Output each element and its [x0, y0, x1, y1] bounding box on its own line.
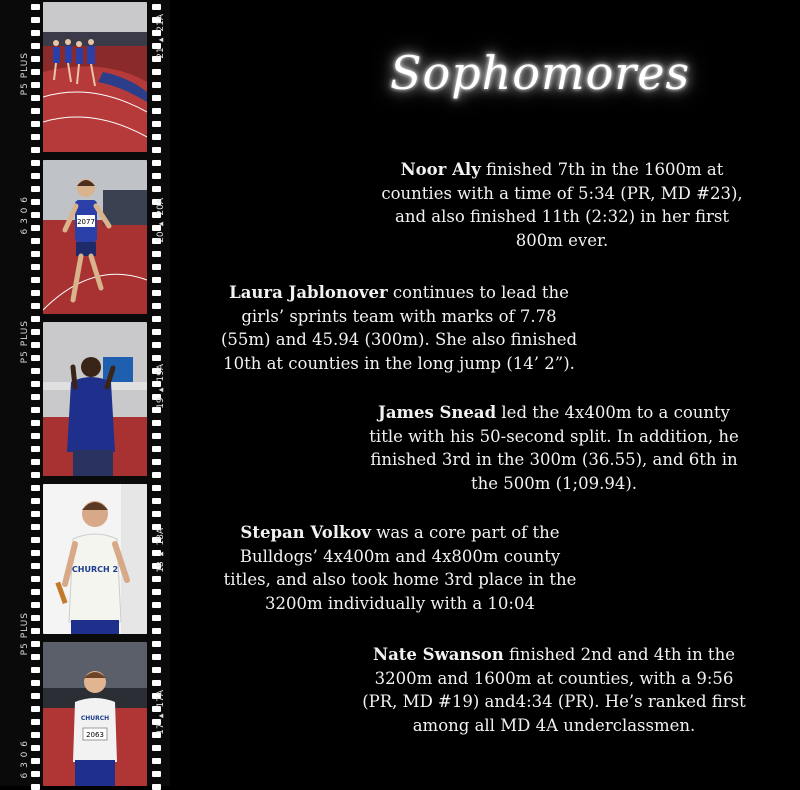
- frame-number: 17 ▸ 17A: [156, 690, 166, 735]
- sprocket-hole: [31, 329, 40, 335]
- sprocket-hole: [31, 69, 40, 75]
- sprocket-hole: [152, 680, 161, 686]
- sprocket-hole: [31, 654, 40, 660]
- sprocket-hole: [152, 303, 161, 309]
- sprocket-hole: [31, 576, 40, 582]
- sprocket-hole: [152, 95, 161, 101]
- sprocket-hole: [31, 485, 40, 491]
- sprocket-hole: [31, 30, 40, 36]
- athlete-blurb: [214, 281, 584, 375]
- sprocket-hole: [31, 459, 40, 465]
- sprocket-hole: [31, 212, 40, 218]
- sprocket-hole: [31, 628, 40, 634]
- sprocket-hole: [31, 108, 40, 114]
- sprocket-hole: [152, 4, 161, 10]
- sprocket-hole: [31, 277, 40, 283]
- athlete-text: finished 7th in the 1600m at counties with a time of 5:34 (PR, MD #23), and also finished 11th (2:32) in her first 800m ever.: [381, 160, 743, 250]
- athlete-name: Noor Aly: [400, 160, 481, 179]
- svg-text:CHURCH 2: CHURCH 2: [71, 565, 119, 574]
- sprocket-hole: [31, 511, 40, 517]
- sprocket-hole: [31, 303, 40, 309]
- sprocket-hole: [31, 758, 40, 764]
- sprocket-hole: [152, 173, 161, 179]
- sprocket-hole: [31, 615, 40, 621]
- sprocket-hole: [31, 342, 40, 348]
- photo-frame-track-race: [43, 2, 147, 152]
- sprocket-hole: [31, 602, 40, 608]
- sprocket-hole: [31, 121, 40, 127]
- sprocket-hole: [31, 732, 40, 738]
- athlete-name: James Snead: [378, 403, 497, 422]
- sprocket-hole: [152, 771, 161, 777]
- sprocket-hole: [152, 251, 161, 257]
- sprocket-hole: [152, 264, 161, 270]
- sprocket-hole: [31, 693, 40, 699]
- sprocket-hole: [31, 225, 40, 231]
- sprocket-hole: [31, 290, 40, 296]
- sprocket-hole: [31, 4, 40, 10]
- athlete-blurb: [214, 521, 586, 615]
- sprocket-hole: [152, 511, 161, 517]
- page-title: Sophomores: [390, 46, 691, 100]
- sprocket-hole: [31, 420, 40, 426]
- frame-number: 21 ▸ 21A: [156, 14, 166, 59]
- frame-number: 18 ▸ 18A: [156, 528, 166, 573]
- sprocket-hole: [31, 95, 40, 101]
- sprocket-hole: [152, 82, 161, 88]
- sprocket-hole: [31, 472, 40, 478]
- film-brand-label: P5 PLUS: [20, 612, 30, 656]
- sprocket-hole: [152, 186, 161, 192]
- athlete-blurb: [372, 158, 752, 252]
- sprocket-hole: [152, 667, 161, 673]
- photo-frame-relay-runner: [43, 484, 147, 634]
- sprocket-hole: [152, 329, 161, 335]
- sprocket-hole: [31, 264, 40, 270]
- sprocket-hole: [31, 82, 40, 88]
- sprocket-hole: [31, 771, 40, 777]
- sprocket-hole: [31, 719, 40, 725]
- film-edge-number: 6 3 0 6: [20, 196, 30, 235]
- sprocket-hole: [152, 641, 161, 647]
- sprocket-hole: [31, 550, 40, 556]
- sprocket-hole: [31, 56, 40, 62]
- sprocket-hole: [31, 355, 40, 361]
- sprocket-hole: [31, 641, 40, 647]
- sprocket-hole: [152, 459, 161, 465]
- sprocket-hole: [152, 446, 161, 452]
- athlete-blurb: [362, 643, 746, 737]
- sprocket-hole: [31, 160, 40, 166]
- sprocket-hole: [31, 251, 40, 257]
- sprocket-hole: [31, 147, 40, 153]
- sprocket-hole: [31, 706, 40, 712]
- sprocket-hole: [31, 407, 40, 413]
- sprocket-hole: [31, 667, 40, 673]
- sprocket-hole: [152, 69, 161, 75]
- sprocket-hole: [152, 745, 161, 751]
- sprocket-hole: [152, 784, 161, 790]
- sprocket-hole: [31, 745, 40, 751]
- filmstrip: [0, 0, 170, 786]
- sprocket-hole: [152, 498, 161, 504]
- sprocket-hole: [152, 147, 161, 153]
- athlete-text: finished 2nd and 4th in the 3200m and 1600m at counties, with a 9:56 (PR, MD #19) and4:34 (PR). He’s ranked first among all MD 4A underclassmen.: [362, 645, 746, 735]
- svg-text:2077: 2077: [77, 218, 95, 226]
- sprocket-hole: [31, 316, 40, 322]
- sprocket-hole: [31, 680, 40, 686]
- sprocket-hole: [152, 654, 161, 660]
- sprocket-hole: [31, 381, 40, 387]
- sprocket-hole: [31, 43, 40, 49]
- sprocket-hole: [31, 17, 40, 23]
- sprocket-hole: [31, 563, 40, 569]
- sprocket-hole: [152, 628, 161, 634]
- sprocket-hole: [152, 758, 161, 764]
- sprocket-hole: [31, 498, 40, 504]
- athlete-text: continues to lead the girls’ sprints team with marks of 7.78 (55m) and 45.94 (300m). She also finished 10th at counties in the long jump (14’ 2”).: [220, 283, 578, 373]
- sprocket-hole: [152, 108, 161, 114]
- sprocket-hole: [152, 316, 161, 322]
- sprocket-hole: [152, 615, 161, 621]
- sprocket-hole: [31, 368, 40, 374]
- film-brand-label: P5 PLUS: [20, 320, 30, 364]
- frame-number: 19 ▸ 19A: [156, 364, 166, 409]
- sprocket-hole: [152, 485, 161, 491]
- athlete-blurb: [366, 401, 742, 495]
- svg-text:CHURCH: CHURCH: [80, 715, 110, 722]
- athlete-name: Nate Swanson: [373, 645, 504, 664]
- film-brand-label: P5 PLUS: [20, 52, 30, 96]
- athlete-text: was a core part of the Bulldogs’ 4x400m and 4x800m county titles, and also took home 3rd place in the 3200m individually with a 10:04: [223, 523, 577, 613]
- sprocket-hole: [31, 446, 40, 452]
- frame-number: 20 ▸ 20A: [156, 198, 166, 243]
- sprocket-hole: [31, 173, 40, 179]
- sprocket-hole: [152, 290, 161, 296]
- sprocket-hole: [31, 589, 40, 595]
- sprocket-hole: [152, 355, 161, 361]
- sprocket-hole: [31, 238, 40, 244]
- sprocket-hole: [152, 472, 161, 478]
- sprocket-hole: [31, 433, 40, 439]
- photo-frame-male-runner: [43, 322, 147, 476]
- sprocket-holes-left: [31, 0, 41, 786]
- sprocket-hole: [152, 342, 161, 348]
- sprocket-hole: [31, 784, 40, 790]
- photo-frame-female-runner: [43, 160, 147, 314]
- photo-frame-bib-runner: [43, 642, 147, 786]
- sprocket-hole: [152, 121, 161, 127]
- athlete-name: Stepan Volkov: [240, 523, 372, 542]
- sprocket-hole: [31, 524, 40, 530]
- sprocket-hole: [31, 199, 40, 205]
- sprocket-hole: [152, 576, 161, 582]
- sprocket-hole: [31, 394, 40, 400]
- sprocket-hole: [31, 186, 40, 192]
- athlete-name: Laura Jablonover: [229, 283, 388, 302]
- athlete-text: led the 4x400m to a county title with his 50-second split. In addition, he finished 3rd in the 300m (36.55), and 6th in the 500m (1;09.94).: [369, 403, 739, 493]
- sprocket-hole: [152, 134, 161, 140]
- sprocket-hole: [152, 602, 161, 608]
- sprocket-hole: [152, 277, 161, 283]
- sprocket-hole: [152, 589, 161, 595]
- sprocket-hole: [152, 420, 161, 426]
- sprocket-hole: [31, 537, 40, 543]
- film-edge-number: 6 3 0 6: [20, 740, 30, 779]
- sprocket-hole: [31, 134, 40, 140]
- sprocket-hole: [152, 433, 161, 439]
- svg-text:2063: 2063: [86, 731, 104, 739]
- sprocket-hole: [152, 160, 161, 166]
